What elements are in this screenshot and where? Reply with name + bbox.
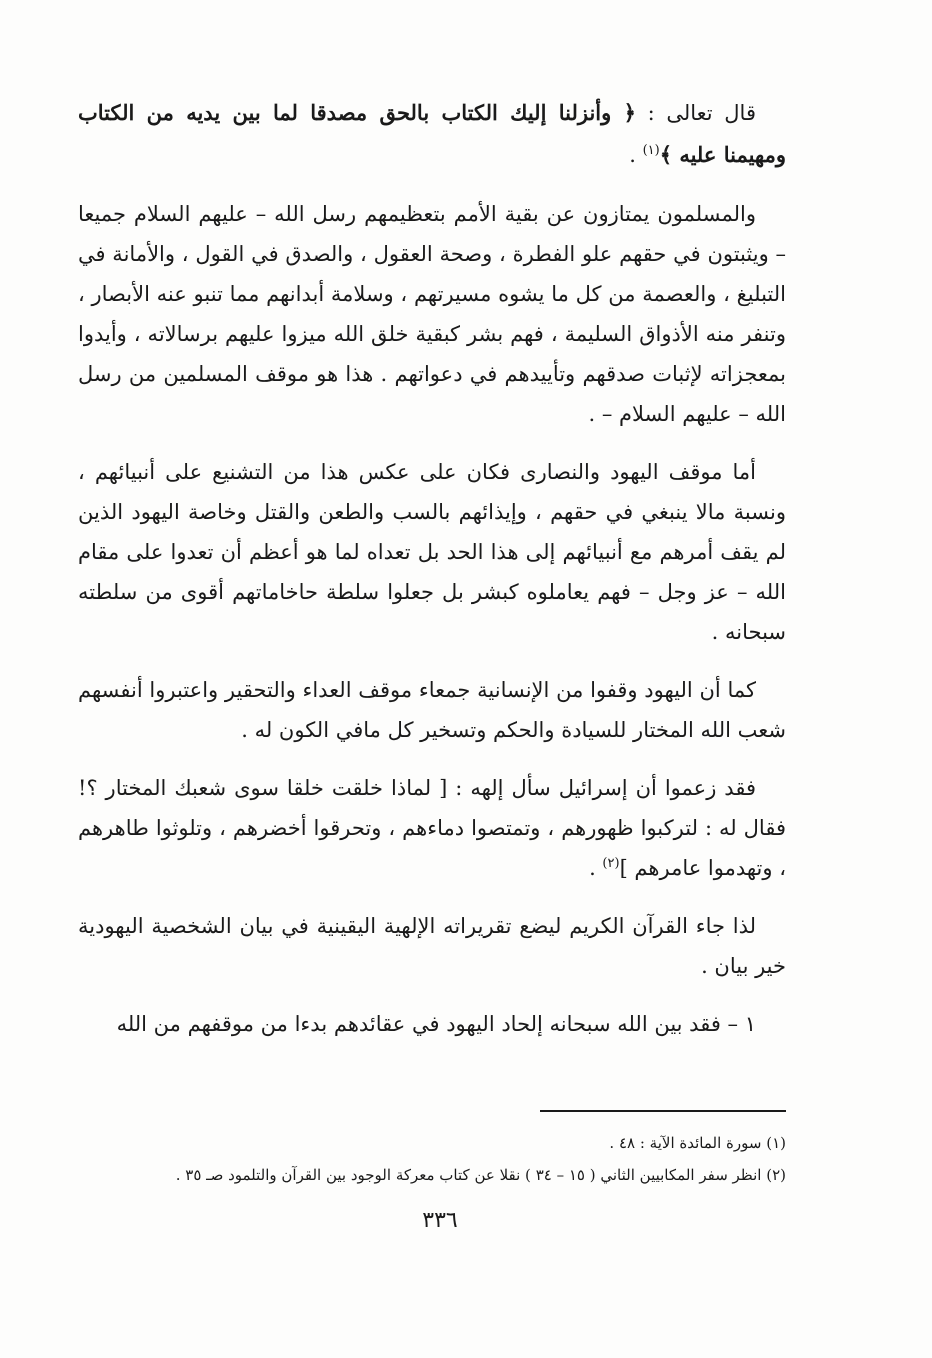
quran-verse: ﴿ وأنزلنا إليك الكتاب بالحق مصدقا لما بين يديه من الكتاب ومهيمنا عليه ﴾ — [78, 100, 786, 167]
quote-intro: قال تعالى : — [635, 101, 756, 125]
footnote-1: (١) سورة المائدة الآية : ٤٨ . — [609, 1134, 786, 1152]
claim-text: فقد زعموا أن إسرائيل سأل إلهه : [ لماذا خلقت خلقا سوى شعبك المختار ؟! فقال له : لتركبوا ظهورهم ، وتمتصوا دماءهم ، وتحرقوا أخضرهم ، وتلوثوا طاهرهم ، وتهدموا عامرهم ] — [78, 776, 786, 880]
quote-end: . — [629, 143, 643, 167]
footnote-ref-2: (٢) — [602, 856, 620, 871]
footnote-ref-1: (١) — [642, 143, 660, 158]
paragraph-israel-claim — [78, 768, 786, 888]
page-number: ٣٣٦ — [422, 1208, 458, 1233]
footnote-2: (٢) انظر سفر المكابيين الثاني ( ١٥ – ٣٤ ) نقلا عن كتاب معركة الوجود بين القرآن والتلمود صـ ٣٥ . — [175, 1166, 786, 1184]
paragraph-chosen-people: كما أن اليهود وقفوا من الإنسانية جمعاء موقف العداء والتحقير واعتبروا أنفسهم شعب الله المختار للسيادة والحكم وتسخير كل مافي الكون له . — [78, 678, 786, 742]
paragraph-quran-statement: لذا جاء القرآن الكريم ليضع تقريراته الإلهية اليقينية في بيان الشخصية اليهودية خير بيان . — [78, 914, 786, 978]
paragraph-muslims-position: والمسلمون يمتازون عن بقية الأمم بتعظيمهم رسل الله – عليهم السلام جميعا – ويثبتون في حقهم علو الفطرة ، وصحة العقول ، والصدق في القول ، والأمانة في التبليغ ، والعصمة من كل ما يشوه مسيرتهم ، وسلامة أبدانهم مما تنبو عنه الأبصار ، وتنفر منه الأذواق السليمة ، فهم بشر كبقية خلق الله ميزوا عليهم برسالاته ، وأيدوا بمعجزاته لإثبات صدقهم وتأييدهم في دعواتهم . هذا هو موقف المسلمين من رسل الله – عليهم السلام – . — [78, 202, 786, 426]
paragraph-jews-christians-position: أما موقف اليهود والنصارى فكان على عكس هذا من التشنيع على أنبيائهم ، ونسبة مالا ينبغي في حقهم ، وإيذائهم بالسب والطعن والقتل وخاصة اليهود الذين لم يقف أمرهم مع أنبيائهم إلى هذا الحد بل تعداه لما هو أعظم أن تعدوا على مقام الله – عز وجل – فهم يعاملوه كبشر بل جعلوا سلطة حاخاماتهم أقوى من سلطته سبحانه . — [78, 460, 786, 644]
claim-end: . — [589, 856, 603, 880]
footnotes — [78, 1127, 786, 1191]
footnote-divider — [540, 1110, 786, 1112]
main-text — [78, 92, 786, 1062]
paragraph-point-one: ١ – فقد بين الله سبحانه إلحاد اليهود في عقائدهم بدءا من موقفهم من الله — [116, 1012, 756, 1036]
paragraph-quran-quote — [78, 92, 786, 176]
